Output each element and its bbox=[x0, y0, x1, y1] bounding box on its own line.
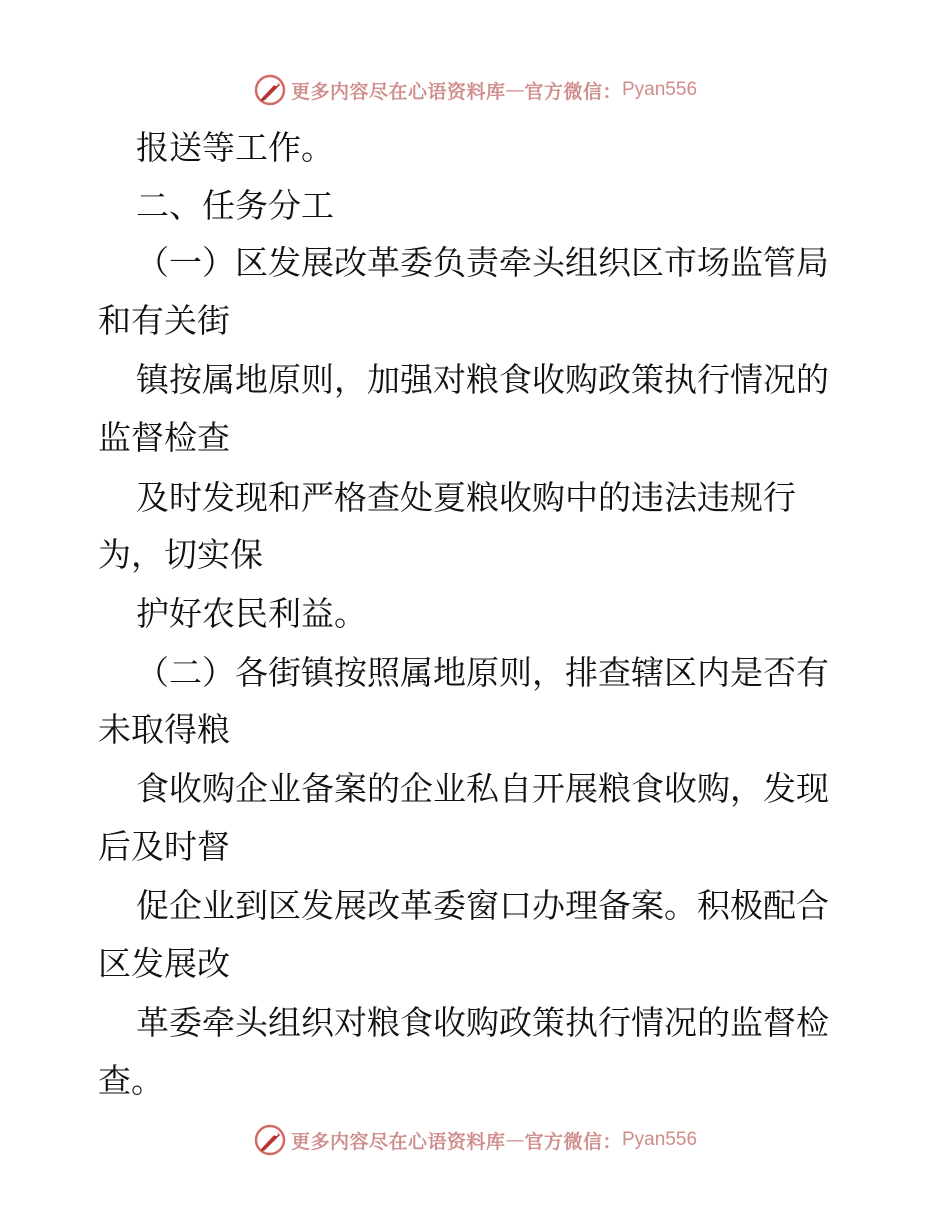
quill-logo-icon bbox=[253, 73, 287, 107]
watermark-official-label: 官方微信： bbox=[524, 1130, 622, 1153]
text-line: 食收购企业备案的企业私自开展粮食收购，发现 bbox=[136, 769, 829, 808]
footer-watermark bbox=[0, 1122, 950, 1158]
text-line: 未取得粮 bbox=[98, 710, 230, 749]
header-watermark bbox=[0, 72, 950, 108]
watermark-separator: — bbox=[505, 79, 525, 101]
text-line: （二）各街镇按照属地原则，排查辖区内是否有 bbox=[136, 653, 829, 692]
quill-logo-icon bbox=[253, 1123, 287, 1157]
text-line: 报送等工作。 bbox=[136, 128, 334, 167]
watermark-official-label: 官方微信： bbox=[524, 80, 622, 103]
text-line: 和有关街 bbox=[98, 301, 230, 340]
text-line: 区发展改 bbox=[98, 944, 230, 983]
text-line: 查。 bbox=[98, 1061, 164, 1100]
text-line: 镇按属地原则，加强对粮食收购政策执行情况的 bbox=[136, 360, 829, 399]
text-line: 革委牵头组织对粮食收购政策执行情况的监督检 bbox=[136, 1003, 829, 1042]
text-line: 为，切实保 bbox=[98, 535, 263, 574]
text-line: 监督检查 bbox=[98, 418, 230, 457]
watermark-brand-text: 更多内容尽在心语资料库 bbox=[290, 1130, 506, 1153]
text-line: （一）区发展改革委负责牵头组织区市场监管局 bbox=[136, 243, 829, 282]
text-line: 护好农民利益。 bbox=[136, 594, 367, 633]
watermark-separator: — bbox=[505, 1129, 525, 1151]
watermark-wechat-id: Pyan556 bbox=[622, 79, 698, 100]
text-line: 后及时督 bbox=[98, 827, 230, 866]
text-line: 及时发现和严格查处夏粮收购中的违法违规行 bbox=[136, 478, 796, 517]
section-heading: 二、任务分工 bbox=[136, 186, 334, 225]
watermark-wechat-id: Pyan556 bbox=[622, 1129, 698, 1150]
watermark-brand-text: 更多内容尽在心语资料库 bbox=[290, 80, 506, 103]
text-line: 促企业到区发展改革委窗口办理备案。积极配合 bbox=[136, 886, 829, 925]
